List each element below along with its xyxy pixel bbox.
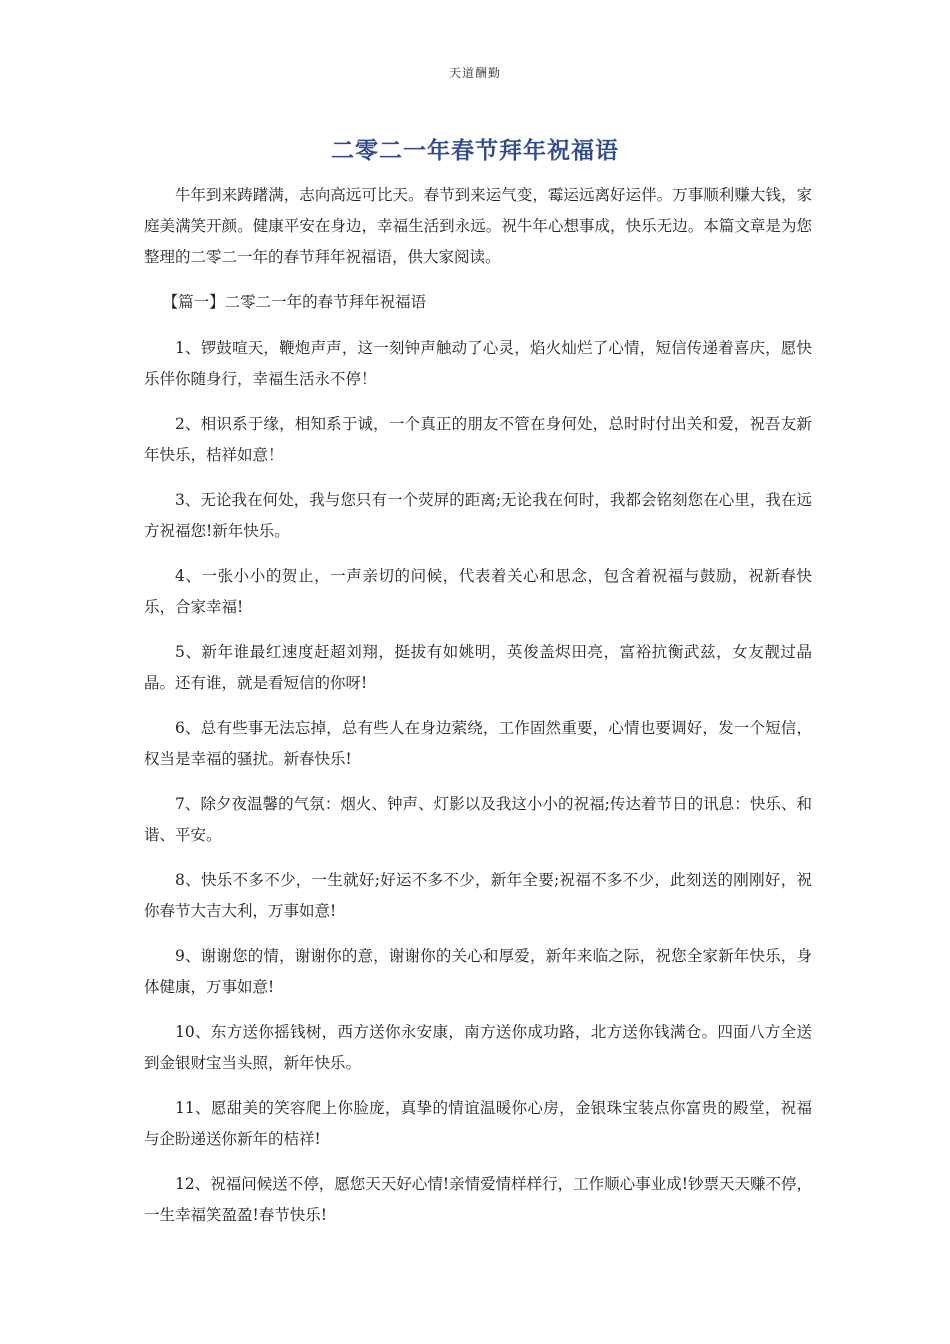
greeting-item: 2、相识系于缘，相知系于诚，一个真正的朋友不管在身何处，总时时付出关和爱，祝吾友新年快乐，桔祥如意！ [144,415,812,464]
greeting-item: 1、锣鼓喧天，鞭炮声声，这一刻钟声触动了心灵，焰火灿烂了心情，短信传递着喜庆，愿快乐伴你随身行，幸福生活永不停！ [144,339,812,388]
greeting-item: 8、快乐不多不少，一生就好;好运不多不少，新年全要;祝福不多不少，此刻送的刚刚好，祝你春节大吉大利，万事如意! [144,871,812,920]
greeting-item: 10、东方送你摇钱树，西方送你永安康，南方送你成功路，北方送你钱满仓。四面八方全送到金银财宝当头照，新年快乐。 [144,1023,812,1072]
section-title: 【篇一】二零二一年的春节拜年祝福语 [162,293,427,311]
intro-paragraph: 牛年到来踌躇满，志向高远可比天。春节到来运气变，霉运远离好运伴。万事顺利赚大钱，家庭美满笑开颜。健康平安在身边，幸福生活到永远。祝牛年心想事成，快乐无边。本篇文章是为您整理的二零二一年的春节拜年祝福语，供大家阅读。 [144,186,812,266]
greeting-item: 3、无论我在何处，我与您只有一个荧屏的距离;无论我在何时，我都会铭刻您在心里，我在远方祝福您!新年快乐。 [144,491,812,540]
greeting-item: 12、祝福问候送不停，愿您天天好心情!亲情爱情样样行，工作顺心事业成!钞票天天赚不停，一生幸福笑盈盈!春节快乐! [144,1175,812,1224]
greeting-item: 5、新年谁最红速度赶超刘翔，挺拔有如姚明，英俊盖烬田亮，富裕抗衡武兹，女友靓过晶晶。还有谁，就是看短信的你呀! [144,643,812,692]
greeting-item: 6、总有些事无法忘掉，总有些人在身边萦绕，工作固然重要，心情也要调好，发一个短信，权当是幸福的骚扰。新春快乐! [144,719,812,768]
greeting-item: 9、谢谢您的情，谢谢你的意，谢谢你的关心和厚爱，新年来临之际，祝您全家新年快乐，身体健康，万事如意! [144,947,812,996]
greeting-item: 11、愿甜美的笑容爬上你脸庞，真挚的情谊温暖你心房，金银珠宝装点你富贵的殿堂，祝福与企盼递送你新年的桔祥! [144,1099,812,1148]
page-header: 天道酬勤 [448,66,501,80]
greeting-item: 4、一张小小的贺止，一声亲切的问候，代表着关心和思念，包含着祝福与鼓励，祝新春快乐，合家幸福! [144,567,812,616]
document-body [144,180,812,1245]
document-title: 二零二一年春节拜年祝福语 [331,138,619,164]
greeting-item: 7、除夕夜温馨的气氛：烟火、钟声、灯影以及我这小小的祝福;传达着节日的讯息：快乐、和谐、平安。 [144,795,812,844]
